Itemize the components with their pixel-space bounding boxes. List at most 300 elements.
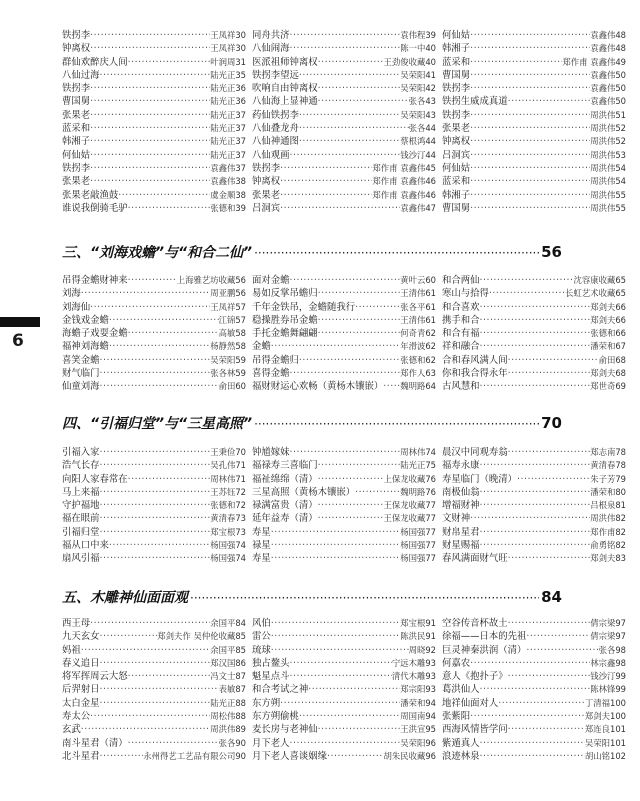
entry-title: 韩湘子 — [442, 189, 471, 201]
leader-dots — [498, 697, 585, 710]
entry-author-page: 高敏58 — [218, 328, 246, 339]
entry-title: 空谷传音杯故土 — [442, 618, 508, 629]
leader-dots — [508, 367, 591, 380]
entry-author-page: 潘荣和94 — [400, 697, 436, 708]
entry-author-page: 吴荣阳42 — [400, 83, 436, 94]
entry-author-page: 郑汉国86 — [210, 657, 246, 668]
toc-entry — [252, 189, 442, 202]
entry-title: 喜得金蟾 — [252, 368, 290, 380]
entry-author-page: 吕根泉81 — [590, 500, 626, 511]
toc-entry — [442, 69, 632, 82]
leader-dots — [470, 122, 590, 135]
toc-entry — [442, 354, 632, 367]
toc-entry — [442, 202, 632, 215]
leader-dots — [254, 417, 539, 431]
toc-entry — [62, 274, 252, 287]
entry-author-page: 王劲俊收藏40 — [383, 56, 436, 67]
entry-title: 扇风引福 — [62, 553, 100, 565]
toc-entry — [252, 82, 442, 95]
toc-entry — [252, 42, 442, 55]
toc-block-section-3 — [62, 274, 632, 394]
toc-entry — [442, 552, 632, 565]
toc-grid-section-5 — [62, 617, 632, 763]
leader-dots — [508, 670, 591, 683]
entry-title: 何仙姑 — [442, 30, 471, 41]
leader-dots — [480, 327, 591, 340]
entry-title: 西王母 — [62, 618, 91, 629]
entry-author-page: 潘荣和80 — [590, 486, 626, 497]
entry-author-page: 周洪伟51 — [590, 109, 626, 120]
entry-title: 曹国舅 — [442, 69, 471, 81]
toc-entry — [252, 473, 442, 486]
leader-dots — [318, 499, 384, 512]
entry-title: 吊得金蟾财神来 — [62, 275, 128, 286]
toc-entry — [62, 189, 252, 202]
entry-title: 张果老 — [62, 109, 91, 121]
toc-entry — [442, 109, 632, 122]
entry-title: 福财财运心欢畅（黄杨木镶嵌） — [252, 381, 384, 393]
leader-dots — [100, 657, 211, 670]
entry-author-page: 潘荣和67 — [590, 341, 626, 352]
entry-author-page: 王凤祥30 — [210, 30, 246, 40]
toc-entry — [442, 149, 632, 162]
toc-entry — [442, 82, 632, 95]
section-page: 70 — [541, 414, 562, 432]
entry-author-page: 周松伟88 — [210, 711, 246, 722]
leader-dots — [81, 644, 210, 657]
toc-entry — [442, 287, 632, 300]
entry-author-page: 杨国强74 — [210, 540, 246, 551]
toc-column — [442, 274, 632, 394]
entry-author-page: 周洪伟55 — [590, 202, 626, 213]
toc-entry — [252, 367, 442, 380]
leader-dots — [90, 82, 210, 95]
toc-entry — [442, 750, 632, 763]
entry-author-page: 袁鑫伟48 — [590, 30, 626, 40]
entry-author-page: 王清伟61 — [400, 288, 436, 299]
leader-dots — [299, 109, 400, 122]
leader-dots — [480, 499, 591, 512]
entry-author-page: 周洪伟52 — [590, 136, 626, 147]
entry-title: 蓝采和 — [442, 56, 471, 68]
entry-title: 引福入家 — [62, 447, 100, 458]
toc-entry — [252, 109, 442, 122]
toc-entry — [62, 644, 252, 657]
entry-title: 九天玄女 — [62, 631, 100, 643]
leader-dots — [100, 512, 211, 525]
entry-author-page: 钱沙汀99 — [590, 671, 626, 682]
toc-entry — [62, 354, 252, 367]
entry-author-page: 年滑波62 — [400, 341, 436, 352]
toc-entry — [442, 314, 632, 327]
leader-dots — [480, 683, 591, 696]
toc-entry — [252, 723, 442, 736]
leader-dots — [90, 42, 210, 55]
toc-entry — [252, 274, 442, 287]
leader-dots — [526, 630, 590, 643]
toc-entry — [442, 670, 632, 683]
entry-author-page: 张德和62 — [400, 354, 436, 365]
toc-entry — [442, 162, 632, 175]
entry-title: 吊得金蟾归 — [252, 354, 299, 366]
toc-entry — [252, 630, 442, 643]
leader-dots — [90, 109, 210, 122]
entry-title: 向阳人家春常在 — [62, 473, 128, 485]
leader-dots — [190, 591, 539, 605]
entry-title: 财星赐福 — [442, 540, 480, 552]
toc-entry — [252, 95, 442, 108]
leader-dots — [318, 723, 401, 736]
toc-grid-top — [62, 29, 632, 215]
leader-dots — [508, 95, 591, 108]
leader-dots — [470, 189, 590, 202]
entry-title: 寿星 — [252, 553, 271, 565]
entry-title: 吕洞宾 — [442, 149, 471, 161]
toc-entry — [442, 486, 632, 499]
entry-author-page: 周国南94 — [400, 711, 436, 722]
entry-author-page: 陆光正75 — [400, 460, 436, 471]
leader-dots — [280, 697, 400, 710]
entry-title: 麦长房与老神仙 — [252, 724, 318, 736]
leader-dots — [280, 162, 372, 175]
entry-author-page: 郑世奇69 — [590, 381, 626, 392]
entry-title: 铁拐李 — [252, 162, 281, 174]
toc-entry — [442, 697, 632, 710]
entry-author-page: 郑剑夫83 — [590, 553, 626, 564]
toc-grid-section-3 — [62, 274, 632, 394]
leader-dots — [290, 274, 401, 287]
entry-title: 太白金星 — [62, 697, 100, 709]
entry-author-page: 杨国强74 — [210, 553, 246, 564]
entry-title: 韩湘子 — [442, 43, 471, 55]
section-page: 56 — [541, 243, 562, 261]
toc-entry — [442, 723, 632, 736]
entry-title: 何仙姑 — [62, 149, 91, 161]
toc-entry — [442, 327, 632, 340]
entry-title: 寿太公 — [62, 711, 91, 723]
leader-dots — [100, 446, 211, 459]
entry-author-page: 陈林锋99 — [590, 684, 626, 695]
toc-entry — [252, 552, 442, 565]
leader-dots — [299, 710, 400, 723]
leader-dots — [508, 723, 585, 736]
entry-title: 八仙过海 — [62, 69, 100, 81]
entry-title: 铁拐李 — [62, 83, 91, 95]
toc-entry — [442, 539, 632, 552]
entry-author-page: 袁鑫伟50 — [590, 69, 626, 80]
toc-entry — [252, 750, 442, 763]
leader-dots — [508, 617, 591, 630]
leader-dots — [290, 29, 401, 42]
entry-author-page: 上保龙收藏76 — [383, 473, 436, 484]
leader-dots — [109, 340, 210, 353]
entry-title: 文财神 — [442, 513, 471, 525]
leader-dots — [470, 135, 590, 148]
entry-title: 铁拐李 — [62, 30, 91, 41]
entry-title: 喜笑金蟾 — [62, 354, 100, 366]
leader-dots — [118, 189, 210, 202]
page-edge-marker — [0, 317, 40, 327]
entry-title: 稳操胜券吊金蟾 — [252, 314, 318, 326]
entry-title: 妈祖 — [62, 644, 81, 656]
entry-title: 曹国舅 — [442, 202, 471, 214]
entry-author-page: 周林伟74 — [400, 447, 436, 457]
entry-author-page: 倩宗梁97 — [590, 631, 626, 642]
entry-title: 刘海仙 — [62, 301, 91, 313]
toc-entry — [62, 486, 252, 499]
entry-title: 春义追日 — [62, 657, 100, 669]
entry-author-page: 魏明路76 — [400, 486, 436, 497]
entry-title: 马上来福 — [62, 486, 100, 498]
section-heading-3 — [62, 242, 562, 264]
leader-dots — [90, 301, 210, 314]
toc-entry — [62, 446, 252, 459]
entry-title: 何嘉农 — [442, 657, 471, 669]
entry-author-page: 俞田68 — [598, 354, 626, 365]
entry-author-page: 王清伟61 — [400, 314, 436, 325]
toc-entry — [62, 202, 252, 215]
toc-entry — [62, 69, 252, 82]
entry-title: 张果老 — [62, 176, 91, 188]
toc-entry — [442, 644, 632, 657]
entry-author-page: 陆光正37 — [210, 149, 246, 160]
entry-title: 药仙铁拐李 — [252, 109, 299, 121]
entry-title: 寿星临门（晚清） — [442, 473, 518, 485]
leader-dots — [100, 499, 211, 512]
leader-dots — [480, 274, 574, 287]
toc-column — [442, 446, 632, 566]
entry-title: 古风慧和 — [442, 381, 480, 393]
entry-title: 引福归堂 — [62, 526, 100, 538]
entry-author-page: 张各90 — [218, 737, 246, 748]
entry-author-page: 余国平84 — [210, 618, 246, 628]
entry-title: 面对金蟾 — [252, 275, 290, 286]
toc-entry — [252, 340, 442, 353]
entry-author-page: 倩宗梁97 — [590, 618, 626, 628]
section-heading-5 — [62, 587, 562, 609]
toc-entry — [252, 670, 442, 683]
entry-author-page: 陆光正37 — [210, 109, 246, 120]
entry-author-page: 张各98 — [598, 644, 626, 655]
entry-title: 铁拐李望远 — [252, 69, 299, 81]
toc-column — [252, 617, 442, 763]
entry-title: 晨汉中同观寿翁 — [442, 447, 508, 458]
leader-dots — [470, 56, 562, 69]
toc-entry — [442, 737, 632, 750]
entry-author-page: 陆光正36 — [210, 83, 246, 94]
toc-entry — [442, 175, 632, 188]
entry-author-page: 吴荣阳59 — [210, 354, 246, 365]
leader-dots — [470, 42, 590, 55]
entry-author-page: 郑剑夫66 — [590, 314, 626, 325]
entry-title: 张果老敲渔鼓 — [62, 189, 119, 201]
entry-author-page: 张各43 — [408, 96, 436, 107]
leader-dots — [100, 697, 211, 710]
leader-dots — [100, 69, 211, 82]
entry-title: 后羿射日 — [62, 684, 100, 696]
entry-author-page: 黄清春73 — [210, 513, 246, 524]
entry-title: 福禄寿三喜临门 — [252, 460, 318, 472]
entry-title: 徐福——日本的先祖 — [442, 631, 527, 643]
toc-entry — [62, 95, 252, 108]
toc-block-top — [62, 29, 632, 215]
leader-dots — [470, 69, 590, 82]
entry-title: 谁说我倒骑毛驴 — [62, 202, 128, 214]
entry-author-page: 何奇青62 — [400, 328, 436, 339]
entry-title: 葛洪仙人 — [442, 684, 480, 696]
leader-dots — [290, 657, 392, 670]
leader-dots — [271, 617, 400, 630]
leader-dots — [480, 301, 591, 314]
entry-author-page: 钱沙汀44 — [400, 149, 436, 160]
toc-entry — [442, 95, 632, 108]
leader-dots — [470, 109, 590, 122]
entry-title: 手托金蟾舞翩翩 — [252, 328, 318, 340]
entry-author-page: 吴荣阳43 — [400, 109, 436, 120]
toc-entry — [62, 499, 252, 512]
entry-author-page: 周林伟71 — [210, 473, 246, 484]
entry-title: 东方朔 — [252, 697, 281, 709]
entry-title: 铁拐李 — [442, 83, 471, 95]
toc-entry — [62, 512, 252, 525]
leader-dots — [318, 82, 401, 95]
entry-title: 福在眼前 — [62, 513, 100, 525]
toc-entry — [252, 617, 442, 630]
entry-author-page: 袁鑫伟47 — [400, 202, 436, 213]
entry-title: 和合有福 — [442, 328, 480, 340]
entry-title: 春风满面财气旺 — [442, 553, 508, 565]
toc-grid-section-4 — [62, 446, 632, 566]
toc-entry — [252, 301, 442, 314]
entry-author-page: 杨国强77 — [400, 540, 436, 551]
entry-author-page: 郑剑夫100 — [584, 711, 626, 722]
toc-entry — [252, 135, 442, 148]
entry-author-page: 袁鑫伟37 — [210, 162, 246, 173]
entry-author-page: 吴荣阳96 — [400, 737, 436, 748]
leader-dots — [90, 149, 210, 162]
toc-column — [62, 446, 252, 566]
entry-title: 张果老 — [252, 189, 281, 201]
toc-entry — [252, 380, 442, 393]
toc-entry — [62, 301, 252, 314]
toc-entry — [252, 287, 442, 300]
entry-author-page: 郑宗阳93 — [400, 684, 436, 695]
toc-entry — [442, 446, 632, 459]
toc-entry — [442, 367, 632, 380]
leader-dots — [318, 512, 384, 525]
toc-entry — [62, 459, 252, 472]
entry-title: 八仙闹海 — [252, 43, 290, 55]
entry-author-page: 王凤祥57 — [210, 301, 246, 312]
entry-author-page: 朱子芳79 — [590, 473, 626, 484]
entry-title: 寒山与拾得 — [442, 288, 489, 300]
entry-author-page: 袁鑫伟50 — [590, 83, 626, 94]
section-title: 五、木雕神仙面面观 — [62, 590, 188, 606]
leader-dots — [271, 552, 400, 565]
leader-dots — [128, 202, 211, 215]
entry-author-page: 陆光正36 — [210, 96, 246, 107]
entry-author-page: 清代木雕93 — [391, 671, 436, 682]
toc-entry — [62, 657, 252, 670]
entry-author-page: 周洪伟55 — [590, 189, 626, 200]
leader-dots — [470, 149, 590, 162]
entry-title: 八仙神通图 — [252, 136, 299, 148]
leader-dots — [508, 552, 591, 565]
entry-title: 钟离权 — [252, 176, 281, 188]
toc-column — [252, 446, 442, 566]
toc-entry — [442, 512, 632, 525]
toc-entry — [62, 539, 252, 552]
entry-title: 守护福地 — [62, 500, 100, 512]
entry-title: 铁拐李 — [442, 109, 471, 121]
toc-column — [62, 617, 252, 763]
leader-dots — [480, 314, 591, 327]
entry-title: 何仙姑 — [442, 162, 471, 174]
entry-title: 独占鳌头 — [252, 657, 290, 669]
entry-author-page: 黄叶云60 — [400, 275, 436, 285]
toc-entry — [62, 149, 252, 162]
leader-dots — [280, 202, 400, 215]
leader-dots — [271, 539, 400, 552]
toc-entry — [62, 723, 252, 736]
leader-dots — [90, 710, 210, 723]
toc-entry — [62, 175, 252, 188]
entry-author-page: 王保龙收藏77 — [383, 500, 436, 511]
leader-dots — [318, 314, 401, 327]
leader-dots — [480, 340, 591, 353]
leader-dots — [128, 56, 211, 69]
toc-entry — [252, 459, 442, 472]
entry-author-page: 俞勇铭82 — [590, 540, 626, 551]
toc-entry — [252, 539, 442, 552]
leader-dots — [280, 189, 372, 202]
toc-entry — [442, 657, 632, 670]
leader-dots — [100, 630, 158, 643]
leader-dots — [81, 723, 210, 736]
leader-dots — [355, 301, 400, 314]
toc-entry — [252, 683, 442, 696]
leader-dots — [109, 539, 210, 552]
entry-title: 铁拐李 — [62, 162, 91, 174]
entry-title: 浪迹林泉 — [442, 750, 480, 762]
toc-entry — [62, 340, 252, 353]
entry-author-page: 周洪伟54 — [590, 162, 626, 173]
toc-entry — [252, 122, 442, 135]
leader-dots — [480, 737, 585, 750]
entry-title: 南斗星君（清） — [62, 737, 128, 749]
toc-entry — [252, 29, 442, 42]
entry-author-page: 郑作甫 袁鑫伟46 — [372, 189, 436, 200]
leader-dots — [100, 380, 219, 393]
entry-author-page: 袁伟程39 — [400, 30, 436, 40]
entry-author-page: 蔡根鸿44 — [400, 136, 436, 147]
entry-title: 铁拐生威成真道 — [442, 96, 508, 108]
entry-author-page: 陈洪民91 — [400, 631, 436, 642]
entry-title: 北斗星君 — [62, 750, 100, 762]
toc-entry — [442, 274, 632, 287]
entry-title: 千年金铁吊，金蟾随我行 — [252, 301, 356, 313]
section-title: 四、“引福归堂”与“三星高照” — [62, 416, 253, 432]
entry-title: 风伯 — [252, 618, 271, 629]
leader-dots — [271, 340, 400, 353]
entry-author-page: 虞金顺38 — [210, 189, 246, 200]
toc-entry — [252, 657, 442, 670]
toc-entry — [442, 135, 632, 148]
leader-dots — [254, 246, 539, 260]
page-number: 6 — [12, 331, 24, 351]
toc-entry — [62, 42, 252, 55]
toc-entry — [442, 630, 632, 643]
